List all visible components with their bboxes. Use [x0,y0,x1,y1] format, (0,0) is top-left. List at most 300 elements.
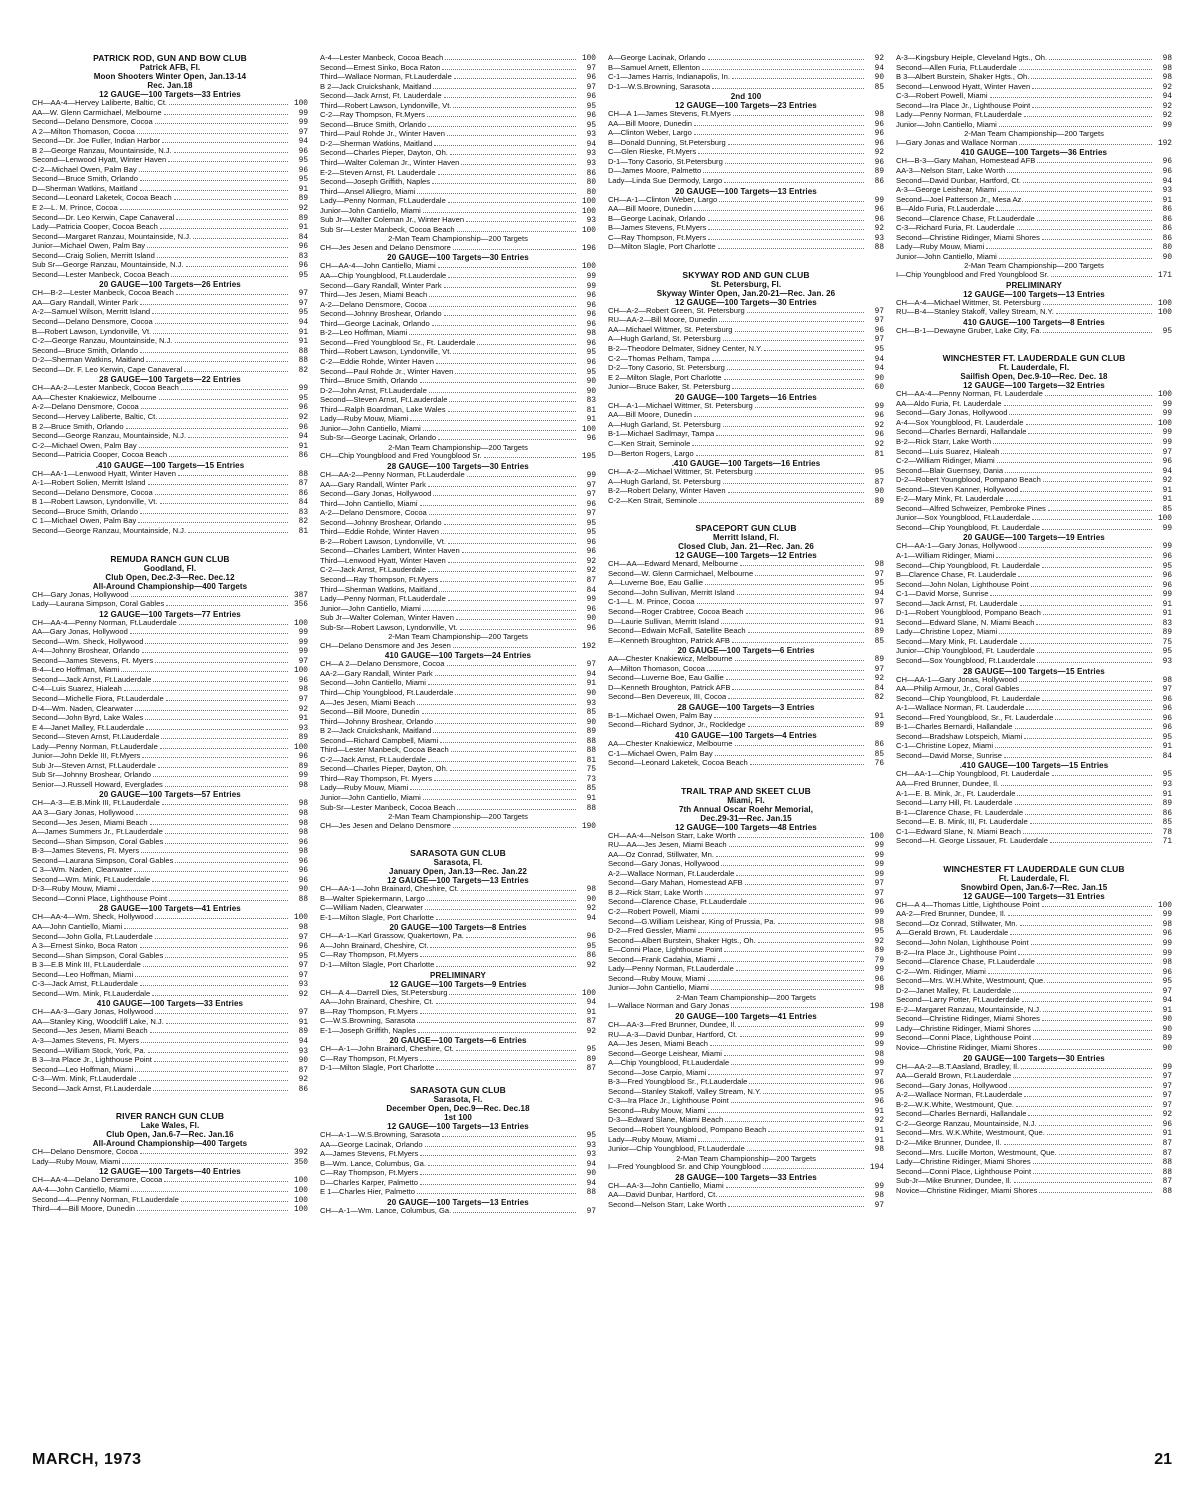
score: 94 [298,319,308,328]
team-note: 2-Man Team Championship—200 Targets [388,633,528,642]
leader-dots [708,1112,865,1113]
score: 96 [586,358,596,367]
leader-dots [1049,59,1152,60]
score: 96 [586,301,596,310]
score: 91 [874,618,884,627]
score: 97 [874,317,884,326]
shooter-name: Second—Conni Place, Lighthouse Point [32,894,168,903]
leader-dots [694,125,864,126]
section-heading: 7th Annual Oscar Roehr Memorial, [678,804,814,814]
result-row [608,1040,884,1050]
score: 96 [586,311,596,320]
leader-dots [1026,424,1153,425]
leader-dots [166,700,288,701]
shooter-name: Second—Dr. Joe Fuller, Indian Harbor [32,137,161,146]
score: 100 [581,425,596,434]
score: 97 [586,64,596,73]
result-row [608,627,884,637]
shooter-name: Second—Charles Lambert, Winter Haven [320,547,460,556]
shooter-name: B—Ray Thompson, Ft.Myers [320,1007,418,1016]
score: 94 [1162,93,1172,102]
score: 95 [586,102,596,111]
shooter-name: AA-3—Nelson Starr, Lake Worth [896,167,1006,176]
result-row [320,310,596,320]
shooter-name: E—Kenneth Broughton, Patrick AFB [608,636,730,645]
leader-dots [1023,833,1152,834]
result-row [896,224,1172,234]
shooter-name: CH—A-2—Michael Wittmer, St. Petersburg [608,468,753,477]
section-heading: 12 GAUGE—100 Targets—13 Entries [387,876,529,886]
score: 99 [1162,911,1172,920]
shooter-name: Second—John Golla, Ft.Lauderdale [32,932,153,941]
shooter-name: B-1—Michael Sadlmayr, Tampa [608,430,715,439]
score: 95 [586,942,596,951]
score: 87 [1162,1178,1172,1187]
leader-dots [996,210,1152,211]
section-heading: 20 GAUGE—100 Targets—13 Entries [675,186,817,196]
leader-dots [436,919,576,920]
shooter-name: CH—AA-1—Chip Youngblood, Ft. Lauderdale [896,770,1050,779]
shooter-name: CH—A-1—W.S.Browning, Sarasota [320,1130,441,1139]
result-row [320,528,596,538]
score: 98 [874,111,884,120]
leader-dots [420,956,576,957]
result-row [608,674,884,684]
score: 96 [874,1098,884,1107]
leader-dots [435,723,576,724]
leader-dots [460,629,576,630]
leader-dots [140,947,288,948]
shooter-name: CH—A-4—Michael Wittmer, St. Petersburg [896,298,1041,307]
section-heading: 410 GAUGE—100 Targets—36 Entries [960,148,1108,158]
team-note: 2-Man Team Championship—200 Targets [676,993,816,1002]
score: 98 [298,924,308,933]
leader-dots [708,239,864,240]
result-row [608,139,884,149]
result-row [608,665,884,675]
shooter-name: RU—A-3—David Dunbar, Hartford, Ct. [608,1030,738,1039]
shooter-name: Second—Bill Moore, Dunedin [320,708,420,717]
result-row [896,157,1172,167]
score: 100 [581,207,596,216]
leader-dots [454,78,576,79]
leader-dots [768,1131,864,1132]
shooter-name: B-2—Leo Hoffman, Miami [320,329,408,338]
leader-dots [1051,276,1152,277]
shooter-name: Second—Chip Youngblood, Ft. Lauderdale [896,523,1040,532]
score: 91 [298,442,308,451]
score: 96 [298,423,308,432]
score: 86 [1162,206,1172,215]
result-row [320,500,596,510]
score: 92 [298,413,308,422]
shooter-name: A-4—Sox Youngblood, Ft. Lauderdale [896,418,1024,427]
shooter-name: E 1—Charles Hier, Palmetto [320,1188,415,1197]
result-row [32,147,308,157]
leader-dots [1004,757,1152,758]
score: 99 [874,196,884,205]
shooter-name: Sub-Sr—George Lacinak, Orlando [320,434,437,443]
score: 84 [298,233,308,242]
leader-dots [141,408,288,409]
score: 91 [1162,790,1172,799]
leader-dots [1039,1125,1152,1126]
result-row [896,977,1172,987]
result-row [32,271,308,281]
shooter-name: Second—Shan Simpson, Coral Gables [32,951,164,960]
result-row [896,234,1172,244]
result-row [896,177,1172,187]
result-row [32,705,308,715]
leader-dots [750,764,864,765]
result-row [32,413,308,423]
result-row [896,600,1172,610]
leader-dots [1036,624,1152,625]
leader-dots [120,209,288,210]
leader-dots [453,249,576,250]
shooter-name: Second—Nelson Starr, Lake Worth [608,1200,727,1209]
shooter-name: A—George Lacinak, Orlando [608,54,706,62]
score: 95 [874,928,884,937]
score: 89 [1162,800,1172,809]
shooter-name: Second—Dr. Leo Kerwin, Cape Canaveral [32,213,175,222]
result-row [320,121,596,131]
shooter-name: Sub Jr—Walter Coleman Jr., Winter Haven [320,216,465,225]
section-heading: Ft. Lauderdale, Fl. [998,363,1070,373]
result-row [896,657,1172,667]
score: 194 [869,1164,884,1173]
leader-dots [165,957,288,958]
result-row [896,215,1172,225]
score: 93 [874,234,884,243]
score: 99 [586,471,596,480]
result-row [608,243,884,253]
result-row [32,838,308,848]
section-heading: 20 GAUGE—100 Targets—6 Entries [677,646,815,656]
leader-dots [434,145,576,146]
score: 97 [874,1201,884,1210]
shooter-name: B—Aldo Furia, Ft.Lauderdale [896,205,995,214]
score: 94 [298,138,308,147]
leader-dots [1010,934,1152,935]
leader-dots [146,729,288,730]
shooter-name: Second—George Ranzau, Mountainside, N.J. [32,432,187,441]
section-heading: All-Around Championship—400 Targets [92,1139,248,1149]
score: 92 [586,905,596,914]
shooter-name: Second—Wm. Mink, Ft.Lauderdale [32,875,151,884]
result-row [32,166,308,176]
result-row [32,819,308,829]
result-row [896,968,1172,978]
shooter-name: B 1—Robert Lawson, Lyndonville, Vt. [32,498,158,507]
score: 96 [1162,714,1172,723]
leader-dots [1033,1039,1152,1040]
shooter-name: Second—Ruby Mouw, Miami [608,974,706,983]
score: 89 [874,168,884,177]
result-row [896,929,1172,939]
result-row [608,570,884,580]
leader-dots [428,126,576,127]
result-row [32,479,308,489]
result-row [608,1145,884,1155]
leader-dots [159,399,288,400]
shooter-name: Second—Robert Youngblood, Pompano Beach [608,1126,767,1135]
shooter-name: C 3—Wm. Naden, Clearwater [32,866,133,875]
score: 96 [1162,968,1172,977]
result-row [896,1034,1172,1044]
score: 93 [298,1047,308,1056]
result-row [896,1025,1172,1035]
leader-dots [988,973,1152,974]
section-heading: December Open, Dec.9—Rec. Dec.18 [386,1103,530,1113]
score: 94 [298,1038,308,1047]
shooter-name: Lady—Patricia Cooper, Cocoa Beach [32,223,158,232]
shooter-name: I—Wallace Norman and Gary Jonas [608,1002,730,1011]
score: 98 [874,1146,884,1155]
shooter-name: CH—Jes Jesen and Delano Densmore [320,821,451,830]
leader-dots [425,909,576,910]
result-row [608,411,884,421]
result-row [896,271,1172,281]
shooter-name: Lady—Penny Norman, Ft.Lauderdale [608,965,734,974]
result-row [896,514,1172,524]
result-row [320,54,596,64]
result-row [32,233,308,243]
leader-dots [1028,1115,1152,1116]
result-row [896,996,1172,1006]
shooter-name: Second—Joseph Griffith, Naples [320,178,431,187]
leader-dots [1007,172,1152,173]
score: 196 [581,244,596,253]
leader-dots [169,900,288,901]
team-note: 2-Man Team Championship—200 Targets [388,443,528,452]
shooter-name: B—Wm. Lance, Columbus, Ga. [320,1159,426,1168]
score: 91 [1162,496,1172,505]
result-row [896,102,1172,112]
result-row [608,560,884,570]
leader-dots [447,665,576,666]
result-row [896,308,1172,318]
result-row [320,291,596,301]
shooter-name: A—Hugh Garland, St. Petersburg [608,477,721,486]
score: 195 [581,453,596,462]
score: 99 [586,282,596,291]
score: 60 [874,384,884,393]
leader-dots [1050,842,1152,843]
leader-dots [124,690,288,691]
leader-dots [703,172,864,173]
score: 95 [1162,648,1172,657]
section-heading: Lake Wales, Fl. [140,1121,200,1131]
result-row [320,914,596,924]
score: 71 [1162,838,1172,847]
leader-dots [748,632,864,633]
shooter-name: A 2—Milton Thomason, Cocoa [32,127,135,136]
shooter-name: AA—Fred Brunner, Dundee, Il. [896,780,999,788]
result-row [320,282,596,292]
result-row [896,752,1172,762]
result-row [320,140,596,150]
team-note: 2-Man Team Championship—200 Targets [964,262,1104,271]
section-heading: Dec.29-31—Rec. Jan.15 [700,813,792,823]
score: 91 [1162,600,1172,609]
result-row [896,428,1172,438]
result-row [896,505,1172,515]
shooter-name: Third—Robert Lawson, Lyndonville, Vt. [320,348,452,357]
score: 84 [874,684,884,693]
shooter-name: AA—Michael Wittmer, St. Petersburg [608,325,733,334]
score: 97 [586,491,596,500]
result-row [320,377,596,387]
score: 95 [298,176,308,185]
leader-dots [711,989,864,990]
leader-dots [165,786,288,787]
leader-dots [1032,107,1152,108]
result-row [608,1050,884,1060]
shooter-name: CH—B-3—Gary Mahan, Homestead AFB [896,157,1036,166]
score: 86 [586,169,596,178]
shooter-name: A-3—Kingsbury Heiple, Cleveland Hgts., Oh. [896,54,1048,62]
score: 356 [293,601,308,610]
score: 84 [298,499,308,508]
leader-dots [712,360,864,361]
section-heading: 12 GAUGE—100 Targets—13 Entries [963,289,1105,299]
score: 97 [298,128,308,137]
column-4 [896,54,1172,1444]
leader-dots [726,1187,864,1188]
result-row [320,197,596,207]
leader-dots [1039,1049,1152,1050]
shooter-name: A-2—Wallace Norman, Ft.Lauderdale [896,1091,1023,1100]
leader-dots [420,1060,576,1061]
result-row [320,670,596,680]
leader-dots [433,495,576,496]
result-row [320,727,596,737]
shooter-name: D—Sherman Watkins, Maitland [32,184,138,193]
leader-dots [150,824,288,825]
score: 97 [298,933,308,942]
result-row [608,750,884,760]
shooter-name: A—James Summers Jr., Ft.Lauderdale [32,828,163,837]
score: 97 [298,290,308,299]
leader-dots [445,59,576,60]
result-row [320,737,596,747]
leader-dots [164,1181,288,1182]
shooter-name: C—William Naden, Clearwater [320,904,423,913]
leader-dots [1006,500,1152,501]
result-row [32,128,308,138]
shooter-name: Third—Chip Youngblood, Ft.Lauderdale [320,689,454,697]
shooter-name: D-4—Wm. Naden, Clearwater [32,704,133,713]
score: 92 [874,55,884,63]
leader-dots [1020,605,1152,606]
result-row [608,618,884,628]
shooter-name: A—Chip Youngblood, Ft.Lauderdale [608,1059,730,1068]
score: 90 [874,488,884,497]
score: 96 [1162,724,1172,733]
score: 100 [293,619,308,628]
leader-dots [153,681,288,682]
leader-dots [738,837,864,838]
leader-dots [996,557,1152,558]
leader-dots [142,652,288,653]
shooter-name: A—Hugh Garland, St. Petersburg [608,335,721,344]
shooter-name: RU—AA—Jes Jesen, Miami Beach [608,841,727,850]
score: 99 [874,842,884,851]
leader-dots [1017,229,1152,230]
shooter-name: Second—Joel Patterson Jr., Mesa Az. [896,195,1024,204]
leader-dots [184,371,288,372]
result-row [320,159,596,169]
leader-dots [721,865,864,866]
leader-dots [137,133,288,134]
score: 92 [1162,1111,1172,1120]
score: 92 [874,421,884,430]
score: 93 [586,217,596,226]
shooter-name: Second—Lenwood Hyatt, Winter Haven [896,82,1031,91]
shooter-name: D-3—Edward Slane, Miami Beach [608,1116,724,1125]
shooter-name: B 2—Jack Cruickshank, Maitland [320,82,432,91]
leader-dots [699,502,864,503]
leader-dots [162,142,288,143]
shooter-name: Junior—John Cantiello, Miami [896,120,997,129]
leader-dots [1020,491,1152,492]
score: 99 [874,1031,884,1040]
result-row [896,910,1172,920]
leader-dots [155,662,288,663]
shooter-name: D—Kenneth Broughton, Patrick AFB [608,683,731,692]
score: 92 [586,557,596,566]
result-row [896,1101,1172,1111]
result-row [896,400,1172,410]
result-row [896,1177,1172,1187]
score: 387 [293,591,308,600]
leader-dots [140,1153,288,1154]
section-heading: 28 GAUGE—100 Targets—33 Entries [675,1172,817,1182]
shooter-name: A—Clinton Weber, Largo [608,129,692,138]
shooter-name: Second—Johnny Broshear, Orlando [320,310,442,319]
result-row [320,586,596,596]
shooter-name: D—Charles Karper, Palmetto [320,1178,418,1187]
result-row [320,895,596,905]
shooter-name: Lady—Christine Ridinger, Miami Shores [896,1024,1031,1033]
leader-dots [438,439,576,440]
result-row [608,889,884,899]
shooter-name: CH—AA-1—Gary Jonas, Hollywood [896,675,1018,684]
result-row [896,987,1172,997]
result-row [896,638,1172,648]
shooter-name: CH—A-1—Karl Grassow, Quakertown, Pa. [320,932,464,941]
result-row [32,99,308,109]
leader-dots [433,88,576,89]
result-row [320,557,596,567]
leader-dots [1045,395,1152,396]
shooter-name: C-2—Robert Powell, Miami [608,908,700,916]
result-row [32,223,308,233]
shooter-name: Second—Charles Pieper, Dayton, Oh. [320,149,448,158]
leader-dots [1042,906,1152,907]
score: 90 [874,374,884,383]
leader-dots [1028,433,1152,434]
result-row [608,1107,884,1117]
section-heading: PRELIMINARY [1006,280,1062,290]
section-heading: 28 GAUGE—100 Targets—15 Entries [963,666,1105,676]
score: 91 [298,338,308,347]
score: 98 [586,886,596,895]
result-row [896,196,1172,206]
leader-dots [484,457,576,458]
shooter-name: Junior—John Cantiello, Miami [320,794,421,803]
